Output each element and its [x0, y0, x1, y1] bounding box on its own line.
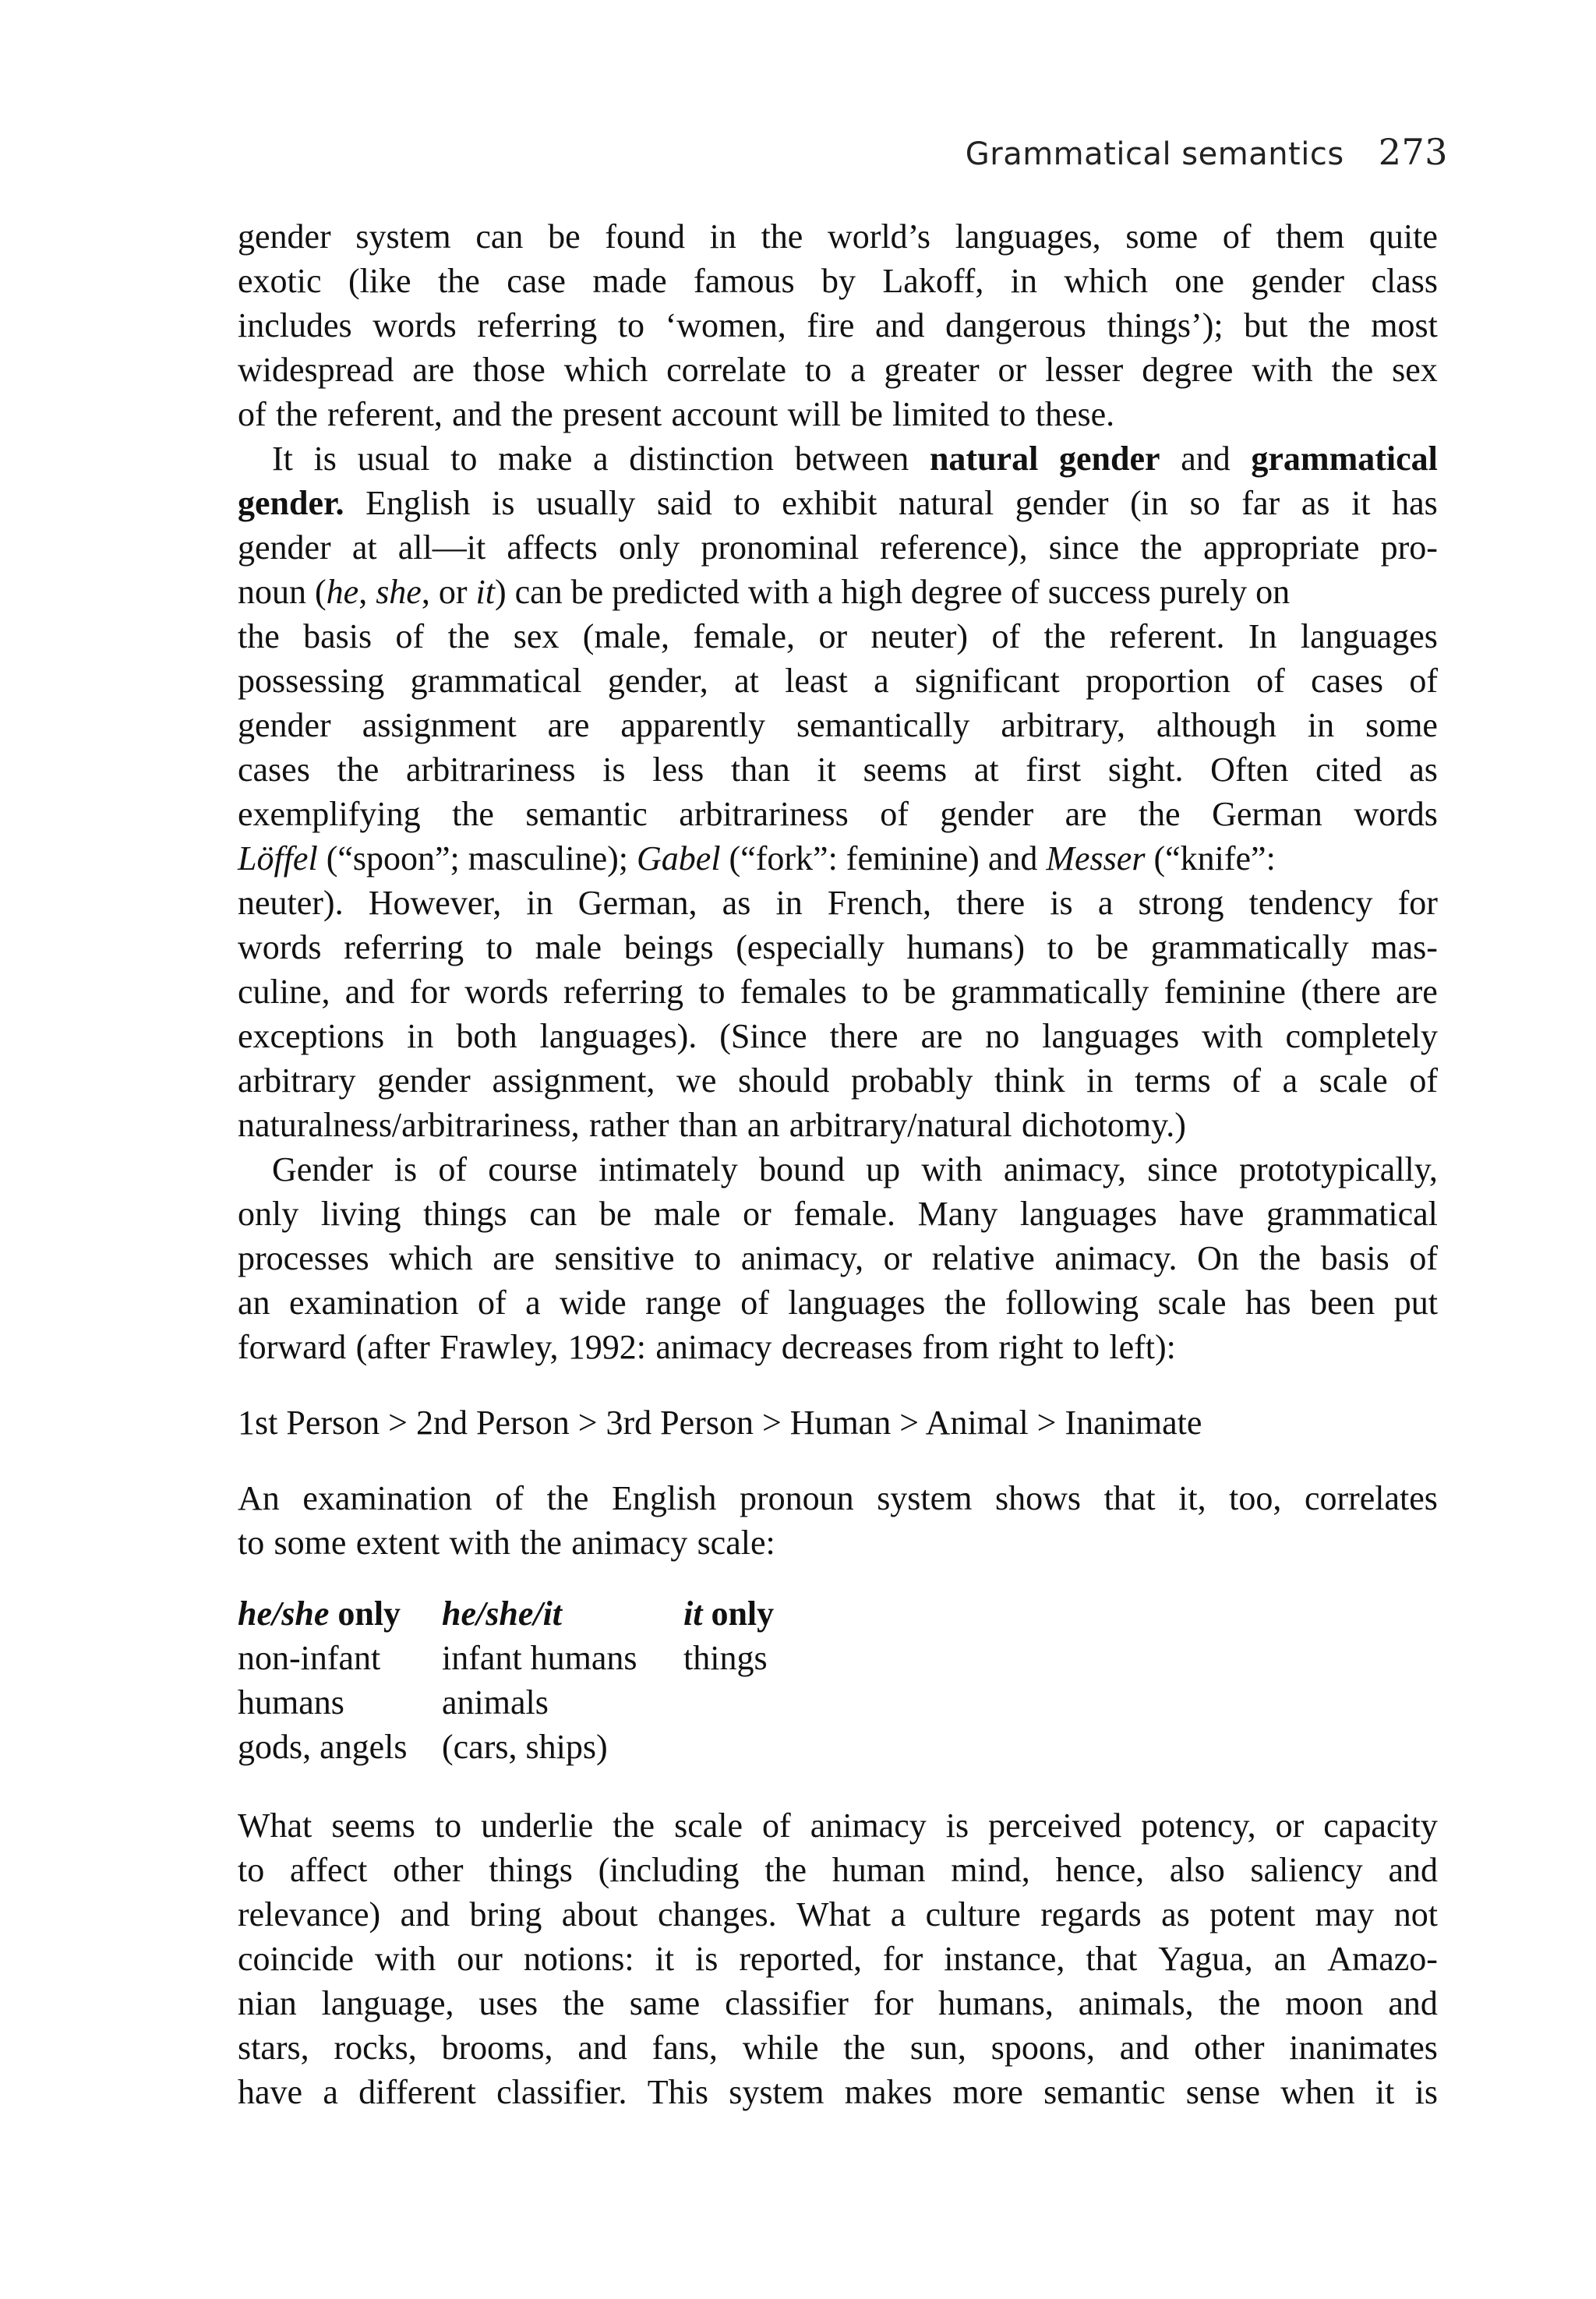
- text-line: relevance) and bring about changes. What a culture regards as potent may not: [238, 1895, 1438, 1933]
- table-cell: [683, 1725, 917, 1769]
- table-cell: things: [683, 1639, 768, 1677]
- text-line: to some extent with the animacy scale:: [238, 1524, 775, 1562]
- text-line: neuter). However, in German, as in French, there is a strong tendency for: [238, 884, 1438, 922]
- text-line: An examination of the English pronoun system shows that it, too, correlates: [238, 1479, 1438, 1517]
- text-line: culine, and for words referring to females to be grammatically feminine (there are: [238, 973, 1438, 1011]
- term-gender: gender.: [238, 484, 344, 522]
- paragraph-2: [238, 436, 1438, 1147]
- table-cell: humans: [238, 1683, 344, 1722]
- paragraph-3: [238, 1147, 1438, 1369]
- text-line: naturalness/arbitrariness, rather than an arbitrary/natural dichotomy.): [238, 1106, 1186, 1144]
- term-grammatical-gender: grammatical: [1251, 440, 1438, 478]
- text-line: includes words referring to ‘women, fire and dangerous things’); but the most: [238, 306, 1438, 344]
- text-line: processes which are sensitive to animacy, or relative animacy. On the basis of: [238, 1239, 1438, 1277]
- text-line: exemplifying the semantic arbitrariness of gender are the German words: [238, 795, 1438, 833]
- text-line: possessing grammatical gender, at least a significant proportion of cases of: [238, 662, 1438, 700]
- text-line: exceptions in both languages). (Since there are no languages with completely: [238, 1017, 1438, 1055]
- text-line: coincide with our notions: it is reported, for instance, that Yagua, an Amazo-: [238, 1940, 1438, 1978]
- running-head: [966, 131, 1448, 173]
- text-line: arbitrary gender assignment, we should probably think in terms of a scale of: [238, 1061, 1438, 1100]
- table-cell: (cars, ships): [442, 1728, 608, 1766]
- text-line: exotic (like the case made famous by Lakoff, in which one gender class: [238, 262, 1438, 300]
- text-line: stars, rocks, brooms, and fans, while the sun, spoons, and other inanimates: [238, 2029, 1438, 2067]
- text-line: cases the arbitrariness is less than it seems at first sight. Often cited as: [238, 750, 1438, 789]
- table-cell: [683, 1680, 917, 1725]
- table-row: [238, 1725, 1438, 1769]
- text-line: an examination of a wide range of languages the following scale has been put: [238, 1284, 1438, 1322]
- table-cell: gods, angels: [238, 1728, 408, 1766]
- text-line: noun (he, she, or it) can be predicted with a high degree of success purely on: [238, 573, 1291, 611]
- text-line: only living things can be male or female. Many languages have grammatical: [238, 1195, 1438, 1233]
- running-head-title: Grammatical semantics: [965, 136, 1344, 172]
- table-header: it only: [683, 1594, 775, 1633]
- paragraph-4: [238, 1476, 1438, 1565]
- body-text: [238, 214, 1438, 2114]
- text-line: It is usual to make a distinction between natural gender and grammatical: [238, 436, 1438, 481]
- word-loffel: Löffel: [238, 839, 318, 878]
- word-messer: Messer: [1046, 839, 1146, 878]
- text-line: Löffel (“spoon”; masculine); Gabel (“fork”: feminine) and Messer (“knife”:: [238, 839, 1276, 878]
- text-line: forward (after Frawley, 1992: animacy decreases from right to left):: [238, 1328, 1176, 1366]
- table-row: [238, 1636, 1438, 1680]
- text-line: What seems to underlie the scale of animacy is perceived potency, or capacity: [238, 1806, 1438, 1845]
- text-line: Gender is of course intimately bound up with animacy, since prototypically,: [272, 1150, 1438, 1188]
- text-line: gender at all—it affects only pronominal reference), since the appropriate pro-: [238, 528, 1438, 567]
- text-line: to affect other things (including the human mind, hence, also saliency and: [238, 1851, 1438, 1889]
- table-row: [238, 1680, 1438, 1725]
- text-line: gender system can be found in the world’s languages, some of them quite: [238, 217, 1438, 256]
- paragraph-1: [238, 214, 1438, 436]
- text-line: the basis of the sex (male, female, or neuter) of the referent. In languages: [238, 617, 1438, 655]
- paragraph-5: [238, 1803, 1438, 2114]
- table-cell: animals: [442, 1683, 549, 1722]
- text-line: words referring to male beings (especially humans) to be grammatically mas-: [238, 928, 1438, 966]
- pronoun-animacy-table: [238, 1591, 1438, 1769]
- text-line: have a different classifier. This system makes more semantic sense when it is: [238, 2073, 1438, 2111]
- text-line: nian language, uses the same classifier for humans, animals, the moon and: [238, 1984, 1438, 2022]
- table-cell: non-infant: [238, 1639, 381, 1677]
- animacy-scale: 1st Person > 2nd Person > 3rd Person > Human > Animal > Inanimate: [238, 1404, 1202, 1442]
- table-cell: infant humans: [442, 1639, 637, 1677]
- table-header: he/she/it: [442, 1594, 563, 1633]
- table-header-row: [238, 1591, 1438, 1636]
- text-line: gender assignment are apparently semantically arbitrary, although in some: [238, 706, 1438, 744]
- text-line: of the referent, and the present account will be limited to these.: [238, 395, 1115, 433]
- table-header: he/she only: [238, 1594, 401, 1633]
- page-number: 273: [1378, 131, 1448, 173]
- text-line: widespread are those which correlate to a greater or lesser degree with the sex: [238, 351, 1438, 389]
- word-gabel: Gabel: [637, 839, 721, 878]
- text-line: gender. English is usually said to exhibit natural gender (in so far as it has: [238, 481, 1438, 525]
